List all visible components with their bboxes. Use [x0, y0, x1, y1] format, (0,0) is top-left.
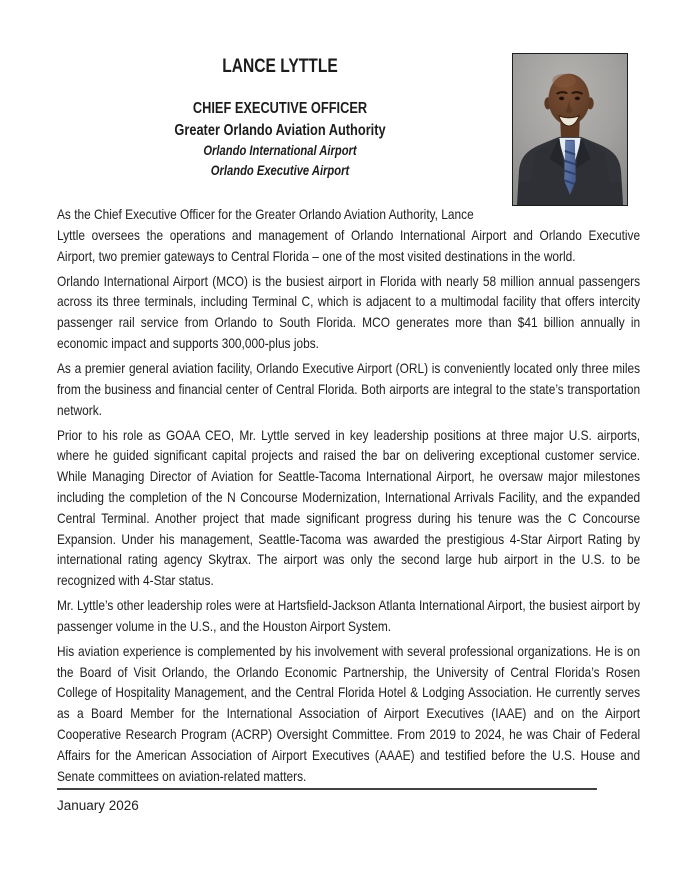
- paragraph-intro-continuation: Lyttle oversees the operations and management of Orlando International Airport and Orlando Executive Airport, two premier gateways to Central Florida – one of the most visited destinations in the world.: [57, 226, 641, 264]
- paragraph-intro-first-line: As the Chief Executive Officer for the Greater Orlando Aviation Authority, Lance: [57, 206, 474, 222]
- airport-name-international: Orlando International Airport: [203, 142, 357, 158]
- airport-name-executive: Orlando Executive Airport: [210, 161, 350, 178]
- organization-name: Greater Orlando Aviation Authority: [174, 122, 386, 139]
- paragraph-organizations: His aviation experience is complemented by his involvement with several professional organizations. He is on the Board of Visit Orlando, the Orlando Economic Partnership, the University of Central Florida’s Rosen College of Hospitality Management, and the Central Florida Hotel & Lodging Association. He currently serves as a Board Member for the International Association of Airport Executives (IAAE) and on the Airport Cooperative Research Program (ACRP) Oversight Committee. From 2019 to 2024, he was Chair of Federal Affairs for the American Association of Airport Executives (AAAE) and testified before the U.S. House and Senate committees on aviation-related matters.: [57, 642, 641, 784]
- person-name: LANCE LYTTLE: [222, 55, 338, 77]
- headshot-illustration: [513, 54, 627, 205]
- footer-date: January 2026: [57, 798, 139, 813]
- biography-text: [57, 204, 640, 791]
- portrait-photo: [512, 53, 628, 206]
- document-header: [102, 54, 459, 180]
- paragraph-other-roles: Mr. Lyttle’s other leadership roles were at Hartsfield-Jackson Atlanta International Airport, the busiest airport by passenger volume in the U.S., and the Houston Airport System.: [57, 597, 641, 634]
- footer-divider-line: [57, 788, 597, 790]
- paragraph-mco: Orlando International Airport (MCO) is the busiest airport in Florida with nearly 58 million annual passengers across its three terminals, including Terminal C, which is adjacent to a multimodal facility that offers intercity passenger rail service from Orlando to South Florida. MCO generates more than $41 billion annually in economic impact and supports 300,000-plus jobs.: [57, 272, 641, 351]
- paragraph-intro: [57, 204, 640, 266]
- paragraph-orl: As a premier general aviation facility, Orlando Executive Airport (ORL) is conveniently located only three miles from the business and financial center of Central Florida. Both airports are integral to the state’s transportation network.: [57, 359, 641, 418]
- job-title: CHIEF EXECUTIVE OFFICER: [192, 100, 368, 117]
- paragraph-prior-roles: Prior to his role as GOAA CEO, Mr. Lyttle served in key leadership positions at three major U.S. airports, where he guided significant capital projects and raised the bar on delivering exceptional customer service. While Managing Director of Aviation for Seattle-Tacoma International Airport, he oversaw major milestones including the completion of the N Concourse Modernization, International Arrivals Facility, and the expanded Central Terminal. Another project that made significant progress during his tenure was the C Concourse Expansion. Under his management, Seattle-Tacoma was awarded the prestigious 4-Star Airport Rating by international rating agency Skytrax. The airport was only the second large hub airport in the U.S. to be recognized with 4-Star status.: [57, 426, 641, 589]
